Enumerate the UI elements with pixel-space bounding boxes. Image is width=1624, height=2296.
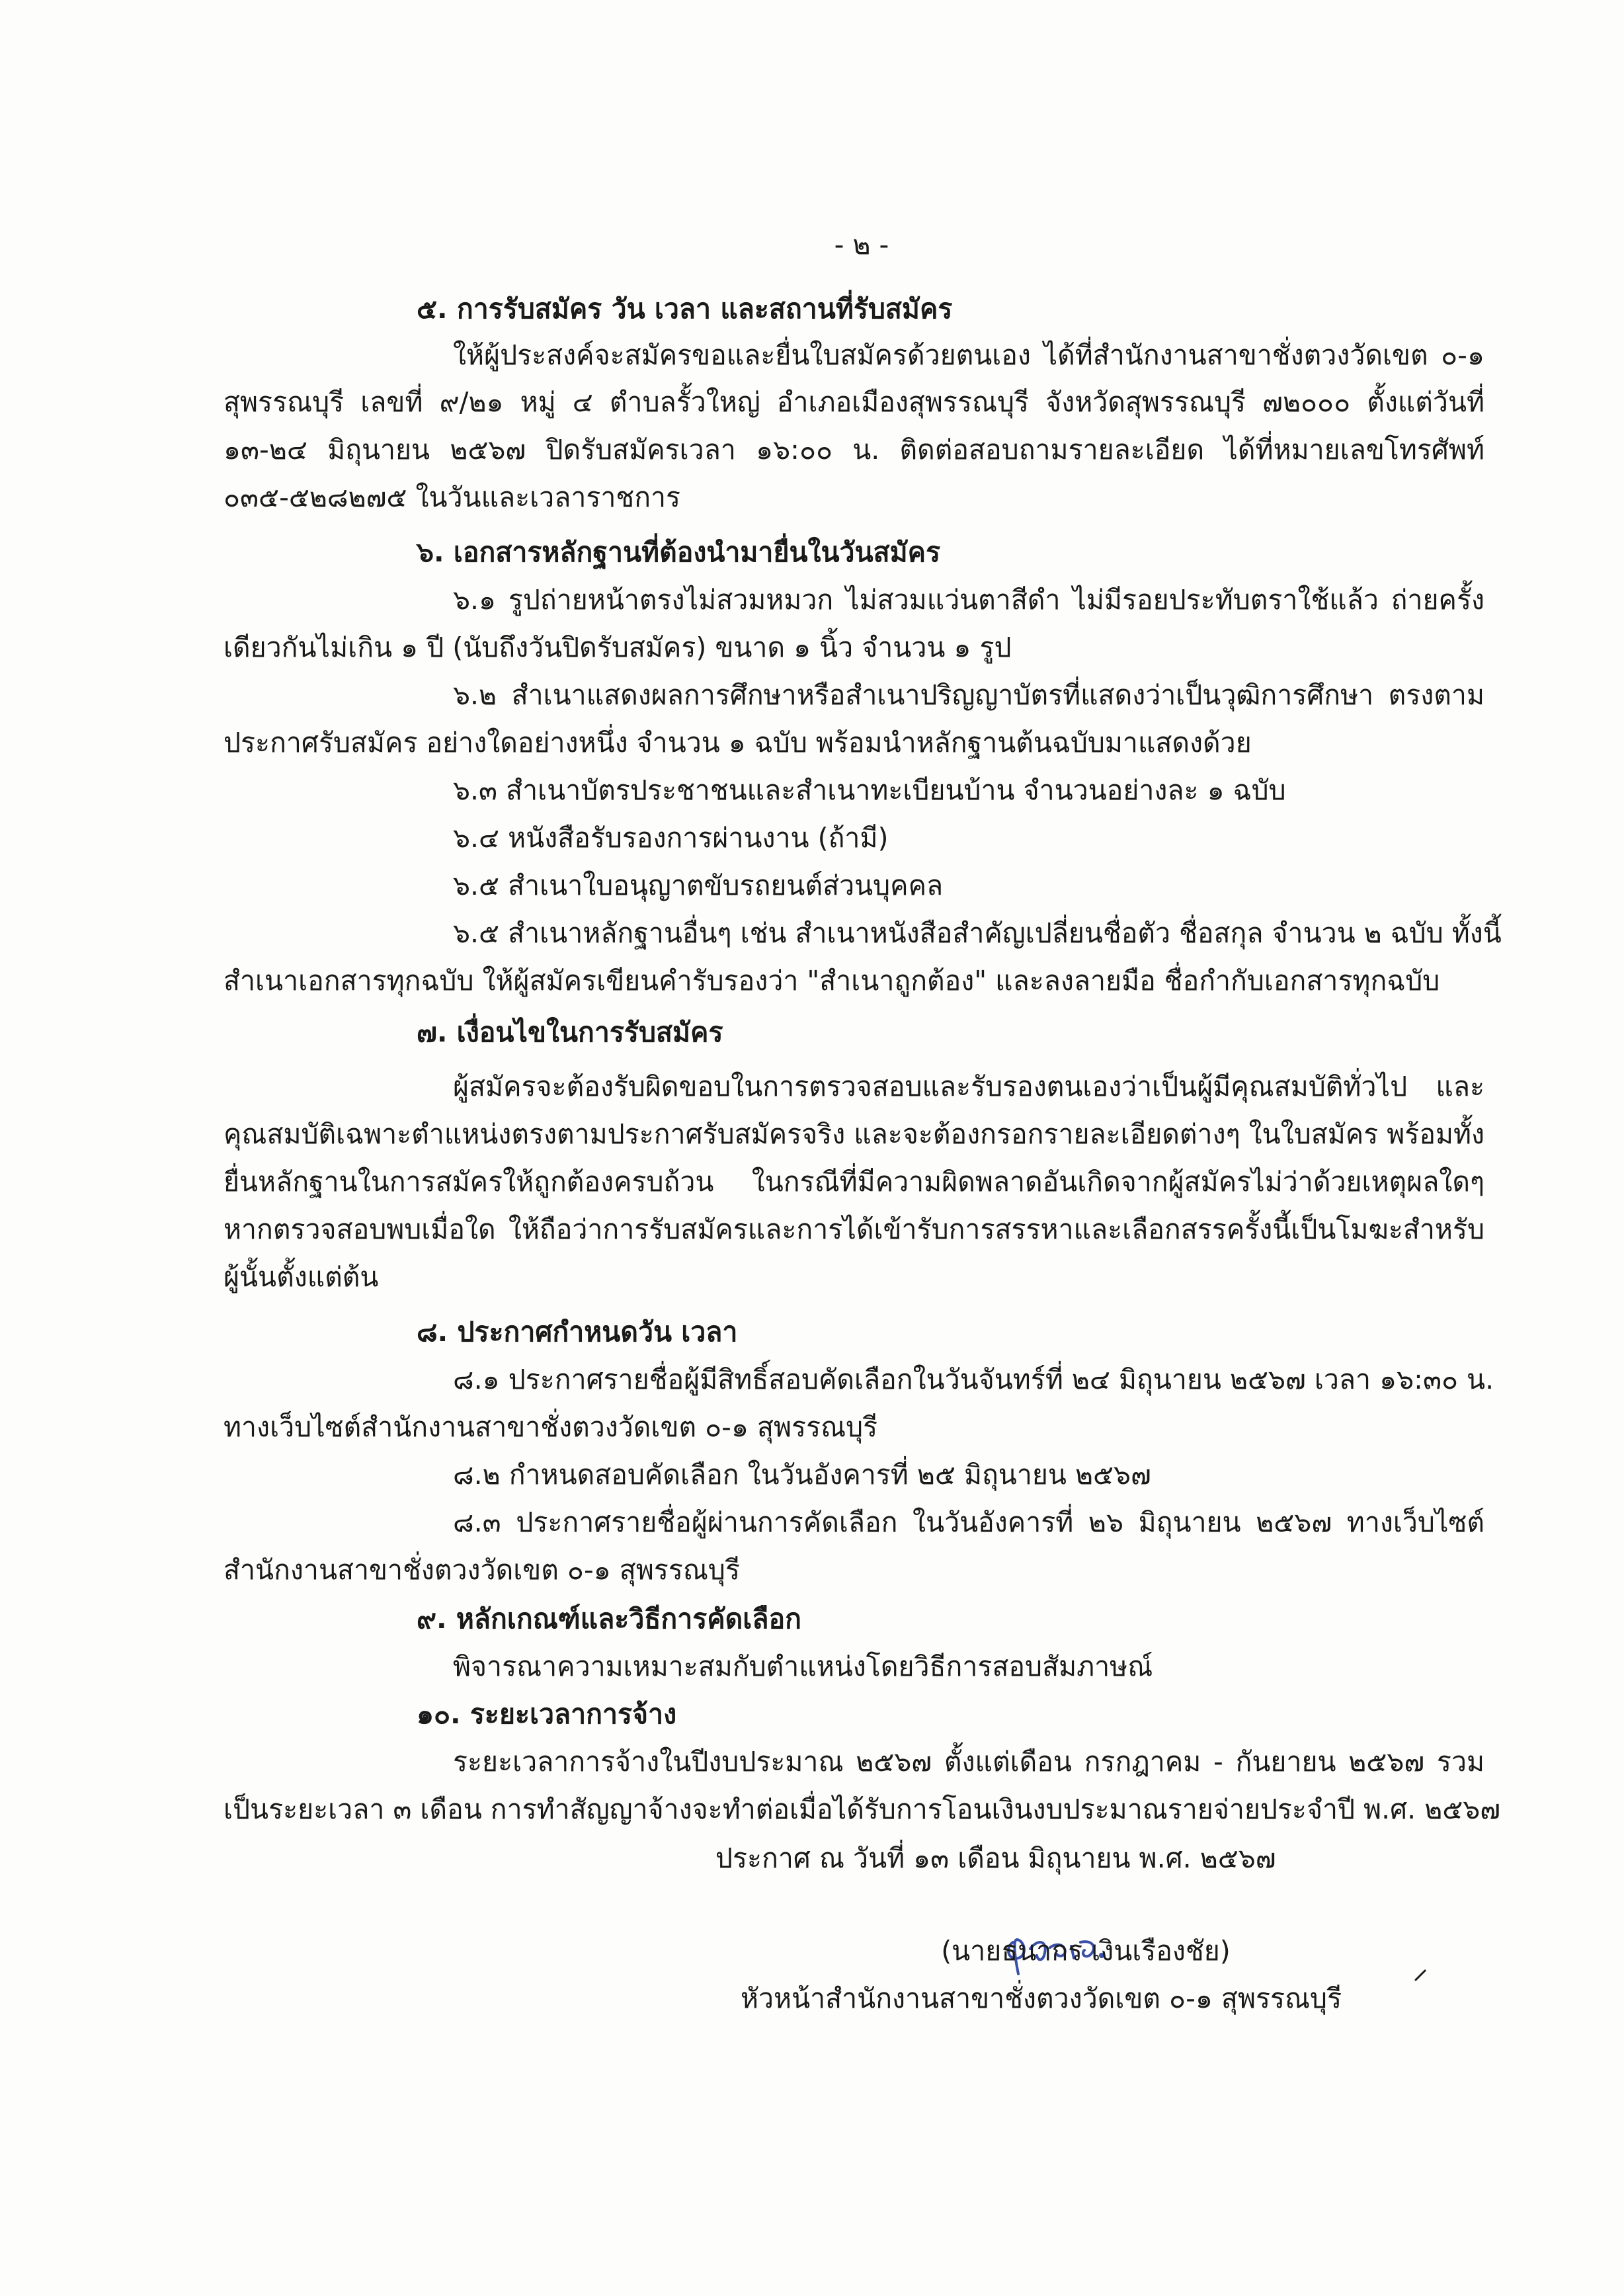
section-6-heading: ๖. เอกสารหลักฐานที่ต้องนำมายื่นในวันสมัคร <box>417 536 941 568</box>
section-7-line: ผู้นั้นตั้งแต่ต้น <box>223 1261 379 1293</box>
section-6-line: ๖.๔ หนังสือรับรองการผ่านงาน (ถ้ามี) <box>453 822 889 854</box>
announcement-date: ประกาศ ณ วันที่ ๑๓ เดือน มิถุนายน พ.ศ. ๒๕๖๗ <box>715 1842 1276 1874</box>
signer-name: (นายธนากร เงินเรืองชัย) <box>941 1935 1231 1967</box>
section-5-line: ให้ผู้ประสงค์จะสมัครขอและยื่นใบสมัครด้วยตนเอง ได้ที่สำนักงานสาขาชั่งตวงวัดเขต ๐-๑ <box>453 339 1484 371</box>
section-6-line: ประกาศรับสมัคร อย่างใดอย่างหนึ่ง จำนวน ๑ ฉบับ พร้อมนำหลักฐานต้นฉบับมาแสดงด้วย <box>223 727 1252 758</box>
section-6-line: สำเนาเอกสารทุกฉบับ ให้ผู้สมัครเขียนคำรับรองว่า "สำเนาถูกต้อง" และลงลายมือ ชื่อกำกับเอกสารทุกฉบับ <box>223 965 1440 997</box>
section-6-line: เดียวกันไม่เกิน ๑ ปี (นับถึงวันปิดรับสมัคร) ขนาด ๑ นิ้ว จำนวน ๑ รูป <box>223 632 1012 663</box>
section-7-line: ผู้สมัครจะต้องรับผิดขอบในการตรวจสอบและรับรองตนเองว่าเป็นผู้มีคุณสมบัติทั่วไป และ <box>453 1071 1484 1102</box>
section-8-heading: ๘. ประกาศกำหนดวัน เวลา <box>417 1316 738 1348</box>
section-8-line: ทางเว็บไซต์สำนักงานสาขาชั่งตวงวัดเขต ๐-๑ สุพรรณบุรี <box>223 1411 878 1443</box>
signer-title: หัวหน้าสำนักงานสาขาชั่งตวงวัดเขต ๐-๑ สุพรรณบุรี <box>741 1983 1342 2014</box>
section-6-line: ๖.๕ สำเนาใบอนุญาตขับรถยนต์ส่วนบุคคล <box>453 870 944 901</box>
section-6-line: ๖.๕ สำเนาหลักฐานอื่นๆ เช่น สำเนาหนังสือสำคัญเปลี่ยนชื่อตัว ชื่อสกุล จำนวน ๒ ฉบับ ทั้งนี้ <box>453 917 1502 949</box>
section-10-line: ระยะเวลาการจ้างในปีงบประมาณ ๒๕๖๗ ตั้งแต่เดือน กรกฎาคม - กันยายน ๒๕๖๗ รวม <box>453 1746 1484 1778</box>
section-10-line: เป็นระยะเวลา ๓ เดือน การทำสัญญาจ้างจะทำต่อเมื่อได้รับการโอนเงินงบประมาณรายจ่ายประจำปี พ.ศ. ๒๕๖๗ <box>223 1793 1501 1825</box>
section-10-heading: ๑๐. ระยะเวลาการจ้าง <box>417 1698 677 1730</box>
section-8-line: ๘.๒ กำหนดสอบคัดเลือก ในวันอังคารที่ ๒๕ มิถุนายน ๒๕๖๗ <box>453 1459 1151 1491</box>
section-9-line: พิจารณาความเหมาะสมกับตำแหน่งโดยวิธีการสอบสัมภาษณ์ <box>453 1651 1153 1682</box>
section-5-heading: ๕. การรับสมัคร วัน เวลา และสถานที่รับสมัคร <box>417 293 953 325</box>
section-7-line: คุณสมบัติเฉพาะตำแหน่งตรงตามประกาศรับสมัครจริง และจะต้องกรอกรายละเอียดต่างๆ ในใบสมัคร พร้อมทั้ง <box>223 1118 1485 1150</box>
section-5-line: สุพรรณบุรี เลขที่ ๙/๒๑ หมู่ ๔ ตำบลรั้วใหญ่ อำเภอเมืองสุพรรณบุรี จังหวัดสุพรรณบุรี ๗๒๐๐๐ ตั้งแต่วันที่ <box>223 386 1485 418</box>
section-6-line: ๖.๑ รูปถ่ายหน้าตรงไม่สวมหมวก ไม่สวมแว่นตาสีดำ ไม่มีรอยประทับตราใช้แล้ว ถ่ายครั้ง <box>453 584 1484 616</box>
section-9-heading: ๙. หลักเกณฑ์และวิธีการคัดเลือก <box>417 1603 801 1635</box>
section-7-line: ยื่นหลักฐานในการสมัครให้ถูกต้องครบถ้วน ในกรณีที่มีความผิดพลาดอันเกิดจากผู้สมัครไม่ว่าด้วยเหตุผลใดๆ <box>223 1166 1484 1198</box>
section-7-line: หากตรวจสอบพบเมื่อใด ให้ถือว่าการรับสมัครและการได้เข้ารับการสรรหาและเลือกสรรครั้งนี้เป็นโมฆะสำหรับ <box>223 1213 1484 1245</box>
section-6-line: ๖.๓ สำเนาบัตรประชาชนและสำเนาทะเบียนบ้าน จำนวนอย่างละ ๑ ฉบับ <box>453 774 1286 806</box>
section-7-heading: ๗. เงื่อนไขในการรับสมัคร <box>417 1016 723 1048</box>
section-8-line: ๘.๓ ประกาศรายชื่อผู้ผ่านการคัดเลือก ในวันอังคารที่ ๒๖ มิถุนายน ๒๕๖๗ ทางเว็บไซต์ <box>453 1506 1484 1538</box>
section-8-line: สำนักงานสาขาชั่งตวงวัดเขต ๐-๑ สุพรรณบุรี <box>223 1554 740 1586</box>
section-6-line: ๖.๒ สำเนาแสดงผลการศึกษาหรือสำเนาปริญญาบัตรที่แสดงว่าเป็นวุฒิการศึกษา ตรงตาม <box>453 679 1484 711</box>
signature-block <box>741 1931 1624 2018</box>
section-5-line: ๐๓๕-๕๒๘๒๗๕ ในวันและเวลาราชการ <box>223 481 681 513</box>
section-8-line: ๘.๑ ประกาศรายชื่อผู้มีสิทธิ์สอบคัดเลือกในวันจันทร์ที่ ๒๔ มิถุนายน ๒๕๖๗ เวลา ๑๖:๓๐ น. <box>453 1364 1494 1395</box>
section-5-line: ๑๓-๒๔ มิถุนายน ๒๕๖๗ ปิดรับสมัครเวลา ๑๖:๐๐ น. ติดต่อสอบถามรายละเอียด ได้ที่หมายเลขโทรศัพท์ <box>223 434 1484 466</box>
page-number: - ๒ - <box>834 229 889 261</box>
